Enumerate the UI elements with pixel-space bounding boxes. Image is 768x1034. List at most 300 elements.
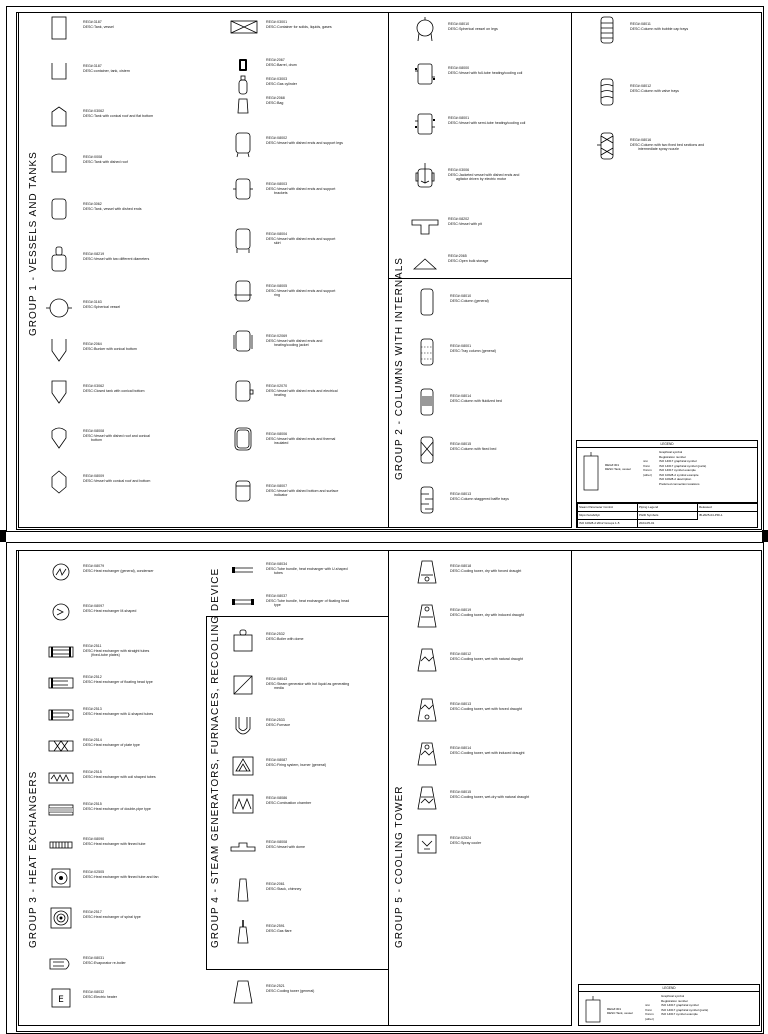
symbol-desc: DESC:Cooling tower, wet-dry with natural draught [450,794,530,799]
symbol-desc: DESC:Bag [266,100,284,105]
symbol-reg: REG#:X8009 [83,474,105,478]
symbol-desc-cont: bottom [91,438,102,443]
symbol-desc-cont: heating [274,393,286,398]
symbol-desc: DESC:Heat exchanger of floating head type [83,679,153,684]
symbol-desc: DESC:Bunker with conical bottom [83,346,137,351]
symbol-reg: REG#:X8002 [266,136,288,140]
symbol-reg: REG#:2532 [266,632,285,636]
symbol-desc: DESC:Heat exchanger with coil shaped tubes [83,774,156,779]
symbol-desc: DESC:Column with two fixed bed sections and [630,142,705,147]
symbol-desc-cont: type [274,603,281,608]
symbol-desc: DESC:Boiler with dome [266,636,304,641]
bag-icon [228,89,258,124]
symbol-desc: DESC:Cooling tower, wet with natural draught [450,656,523,661]
legend-code: Xnnn [645,1007,653,1012]
cooling-tower-wet-forced-icon [412,695,442,730]
symbol-label [266,677,349,691]
symbol-reg: REG#:X8037 [266,594,288,598]
conical-roof-tank-icon [44,102,74,137]
symbol-label [266,96,285,105]
symbol-desc: DESC:Vessel with dished ends and support [266,236,336,241]
symbol-label [266,484,338,498]
symbol-reg: REG#:X8090 [83,837,105,841]
symbol-reg: REG#:3163 [83,300,102,304]
symbol-label [83,155,128,164]
symbol-reg: REG#:X8004 [266,232,288,236]
symbol-desc: DESC:Cooling tower (general) [266,988,315,993]
symbol-reg: REG#:2068 [266,96,285,100]
legend-row: ISO 14617 graphical symbol (parts) [661,1007,709,1012]
insulated-vessel-icon [228,425,258,460]
legend-sample-desc: DESC:Tank, vessel [605,467,631,471]
symbol-reg: REG#:X8010 [450,294,472,298]
symbol-desc: DESC:Heat exchanger with finned tube and fan [83,874,159,879]
symbol-reg: REG#:X8014 [450,746,472,750]
symbol-label [83,604,136,613]
legend-row: ISO 10628-2 description [659,477,692,481]
plate-hx-icon [46,731,76,766]
symbol-desc: DESC:Heat exchanger of spiral type [83,914,141,919]
symbol-desc: DESC:Tray column (general) [450,348,497,353]
semi-coil-vessel-icon [410,109,440,144]
boiler-icon [228,625,258,660]
title-block-cell: Steam Parameter Control [577,503,638,511]
legend-row: ISO 14617 symbol example [661,1012,698,1016]
legend-box [576,440,758,504]
symbol-reg: REG#:X8005 [266,284,288,288]
symbol-label [266,182,335,196]
symbol-reg: REG#:X8010 [448,22,470,26]
symbol-label [83,837,146,846]
symbol-desc: DESC:Evaporator re-boiler [83,960,126,965]
symbol-desc: DESC:Vessel with conical roof and bottom [83,478,151,483]
symbol-desc: DESC:Column with valve trays [630,88,679,93]
symbol-desc: DESC:Gas cylinder [266,81,297,86]
symbol-desc-cont: intermediate spray nozzle [638,147,679,152]
symbol-desc: DESC:Column with fixed bed [450,446,497,451]
symbol-reg: REG#:X8006 [266,432,288,436]
symbol-reg: REG#:X8003 [266,182,288,186]
symbol-desc: DESC:Vessel with dished roof and conical [83,433,150,438]
bunker-icon [44,335,74,370]
symbol-desc-cont: insulated [274,441,289,446]
jacketed-vessel-icon [228,327,258,362]
legend-title: LEGEND [577,441,757,448]
symbol-label [266,594,349,608]
spherical-vessel-icon [44,293,74,328]
dished-roof-tank-icon [44,148,74,183]
symbol-reg: REG#:2517 [83,910,102,914]
symbol-label [450,294,489,303]
symbol-desc: DESC:Heat exchanger of double-pipe type [83,806,151,811]
symbol-desc: DESC:Jacketed vessel with dished ends and [448,172,520,177]
symbol-label [450,442,496,451]
spray-cooler-icon [412,829,442,864]
symbol-reg: REG#:X8015 [450,790,472,794]
surface-indicator-vessel-icon [228,477,258,512]
symbol-desc: DESC:Tank, vessel with dished ends [83,206,142,211]
fluidized-bed-column-icon [412,387,442,422]
symbol-desc: DESC:Heat exchanger with finned tube [83,841,146,846]
symbol-label [266,562,348,576]
symbol-reg: REG#:2515 [83,770,102,774]
symbol-desc: DESC:Cooling tower, wet with induced draught [450,750,525,755]
symbol-label [266,384,338,398]
symbol-reg: REG#:X8015 [450,442,472,446]
symbol-desc: DESC:Steam generator with hot liquid as generating [266,681,350,686]
legend-row: Graphical symbol [661,994,685,998]
symbol-desc: DESC:Vessel with semi-tube heating/cooling coil [448,120,526,125]
symbol-reg: REG#:X8001 [450,344,472,348]
symbol-desc: DESC:Barrel, drum [266,62,297,67]
group-3-title: GROUP 3 - HEAT EXCHANGERS [28,770,39,948]
legend-code: Xnnnn [645,1012,654,1016]
legend-code: (other) [645,1016,654,1021]
fixed-bed-column-icon [412,435,442,470]
spiral-hx-icon [46,903,76,938]
vessel-ring-icon [228,277,258,312]
legend-row: Registration number [659,454,687,459]
symbol-label [448,217,482,226]
symbol-label [83,300,120,309]
symbol-desc: DESC:Vessel with dished bottom and surface [266,488,339,493]
symbol-reg: REG#:X8087 [266,758,288,762]
symbol-desc: DESC:Heat exchanger of plate type [83,742,140,747]
symbol-reg: REG#:X8000 [448,66,470,70]
two-diameter-vessel-icon [44,245,74,280]
symbol-label [83,738,140,747]
symbol-reg: REG#:X2070 [266,384,288,388]
symbol-label [83,474,150,483]
symbol-desc-cont: media [274,686,284,691]
symbol-reg: REG#:X8012 [450,652,472,656]
symbol-reg: REG#:X8086 [266,796,288,800]
symbol-reg: REG#:X2505 [83,870,105,874]
symbol-reg: REG#:X8031 [83,956,105,960]
legend-row: ISO 10628-2 symbol example [659,472,699,477]
symbol-desc-cont: ring [274,293,280,298]
legend-code: Xnnn [643,463,651,468]
symbol-reg: REG#:X8043 [266,677,288,681]
symbol-desc: DESC:Open bulk storage [448,258,489,263]
electric-heated-vessel-icon [228,377,258,412]
symbol-label [630,138,704,152]
symbol-label [266,20,332,29]
title-block [576,502,758,528]
symbol-label [83,384,145,393]
legend-sample-reg: REG#:301 [607,1007,622,1011]
reboiler-icon [46,949,76,984]
symbol-label [450,394,502,403]
symbol-label [83,564,154,573]
symbol-reg: REG#:X2069 [266,334,288,338]
symbol-reg: REG#:2515 [83,802,102,806]
double-pipe-hx-icon [46,795,76,830]
symbol-desc: DESC:Electric heater [83,994,117,999]
cooling-tower-wet-dry-icon [412,783,442,818]
open-tank-icon [44,57,74,92]
dome-vessel-icon [228,833,258,868]
bubble-cap-column-icon [592,15,622,50]
symbol-desc: DESC:Closed tank with conical bottom [83,388,145,393]
symbol-desc: DESC:Tank with conical roof and flat bottom [83,113,154,118]
symbol-reg: REG#:X8018 [450,564,472,568]
symbol-desc-cont: indicator [274,493,288,498]
symbol-label [450,344,496,353]
symbol-reg: REG#:X8019 [450,608,472,612]
symbol-label [266,284,335,298]
cooling-tower-dry-forced-icon [412,557,442,592]
symbol-desc-cont: brackets [274,191,288,196]
symbol-reg: REG#:X008 [83,155,103,159]
u-tube-hx-icon [46,700,76,735]
symbol-desc: DESC:Cooling tower, wet with forced draught [450,706,522,711]
bulk-storage-icon [410,247,440,282]
coil-hx-icon [46,763,76,798]
symbol-label [83,675,153,684]
symbol-desc: DESC:Column (general) [450,298,489,303]
symbol-desc-cont: (fixed-tube plates) [91,653,120,658]
symbol-label [450,702,522,711]
title-block-cell: P&ID Symbols [637,511,698,519]
symbol-reg: REG#:X8013 [450,702,472,706]
symbol-label [83,990,117,999]
symbol-desc: DESC:Container for solids, liquids, gases [266,24,332,29]
floating-head-hx-icon [46,668,76,703]
symbol-desc: DESC:Tube bundle, heat exchanger of floating head [266,598,350,603]
symbol-label [266,334,322,348]
symbol-desc: DESC:Column with fluidized bed [450,398,502,403]
agitator-vessel-icon [410,161,440,196]
symbol-label [266,432,335,446]
symbol-label [450,836,481,845]
symbol-reg: REG#:2512 [83,675,102,679]
symbol-desc: DESC:Vessel with dished ends and electrical [266,388,338,393]
chimney-icon [228,875,258,910]
dished-conical-vessel-icon [44,422,74,457]
symbol-reg: REG#:2533 [266,718,285,722]
symbol-reg: REG#:2065 [448,254,467,258]
group-4-title: GROUP 4 - STEAM GENERATORS, FURNACES, RECOOLING DEVICE [210,567,221,948]
symbol-desc: DESC:Heat exchanger with U-shaped tubes [83,711,154,716]
tank-icon [44,13,74,48]
symbol-reg: REG#:2521 [266,984,285,988]
symbol-desc-cont: heating/cooling jacket [274,343,309,348]
combustion-chamber-icon [228,789,258,824]
symbol-reg: REG#:2513 [83,707,102,711]
symbol-desc: DESC:Heat exchanger M-shaped [83,608,137,613]
drawing-sheet-bottom [0,540,768,1024]
symbol-label [83,707,153,716]
symbol-reg: REG#:X8001 [448,116,470,120]
symbol-reg: REG#:2591 [266,924,285,928]
conical-vessel-icon [44,467,74,502]
symbol-desc: DESC:Vessel with dished ends and support legs [266,140,343,145]
symbol-reg: REG#:X2524 [450,836,472,840]
symbol-desc: DESC:Tank with dished roof [83,159,128,164]
title-block-cell: IB-2025-04-PID-1 [697,511,758,519]
spherical-vessel-legs-icon [410,15,440,50]
symbol-reg: REG#:X8011 [630,22,651,26]
symbol-desc: DESC:Cooling tower, dry with induced draught [450,612,524,617]
furnace-icon [228,711,258,746]
gas-flare-icon [228,917,258,952]
symbol-reg: REG#:X8008 [83,429,105,433]
symbol-reg: REG#:X3003 [266,77,288,81]
symbol-desc: DESC:Tube bundle, heat exchanger with U-shaped [266,566,348,571]
symbol-desc: DESC:Spherical vessel on legs [448,26,498,31]
symbol-reg: REG#:X8032 [83,990,105,994]
symbol-reg: REG#:X8219 [83,252,105,256]
title-block-cell: Piping Legend [637,503,698,511]
legend-row: ISO 14617 symbol example [659,468,696,472]
symbol-desc: DESC:Stack, chimney [266,886,302,891]
burner-icon [228,751,258,786]
symbol-desc: DESC:Vessel with dome [266,844,305,849]
symbol-label [450,652,523,661]
finned-tube-hx-icon [46,830,76,865]
symbol-reg: REG#:3187 [83,20,102,24]
legend-sample-desc: DESC:Tank, vessel [607,1011,633,1015]
symbol-label [83,202,142,211]
legend-sample-icon [580,450,602,496]
valve-tray-column-icon [592,77,622,112]
symbol-label [83,870,159,879]
finned-fan-hx-icon [46,863,76,898]
symbol-desc-cont: agitator driven by electric motor [456,177,507,182]
vessel-skirt-icon [228,225,258,260]
symbol-label [83,64,130,73]
symbol-label [448,116,525,125]
symbol-label [448,22,498,31]
symbol-label [448,66,522,75]
symbol-desc: DESC:Cooling tower, dry with forced draught [450,568,522,573]
dished-vessel-icon [44,195,74,230]
floating-head-bundle-icon [228,587,258,622]
title-block-cell: ISO 10628-2:2012 Groups 1-5 [577,519,638,527]
symbol-reg: REG#:X3062 [83,109,105,113]
vessel-brackets-icon [228,175,258,210]
symbol-label [83,252,149,261]
symbol-label [83,20,114,29]
closed-conical-tank-icon [44,377,74,412]
legend-code: nnn [645,1003,651,1007]
full-coil-vessel-icon [410,59,440,94]
symbol-desc: DESC:Combustion chamber [266,800,312,805]
symbol-label [450,790,529,799]
symbol-reg: REG#:X8034 [266,562,288,566]
symbol-label [83,910,141,919]
symbol-desc: DESC:Heat exchanger with straight tubes [83,648,150,653]
symbol-label [266,232,335,246]
symbol-reg: REG#:X8079 [83,564,105,568]
symbol-reg: REG#:X8007 [266,484,288,488]
column-icon [412,287,442,322]
fixed-bed-column-icon [592,131,622,166]
symbol-reg: REG#:X8012 [630,84,652,88]
title-block-cell: https://a.lab/dyn [577,511,638,519]
symbol-desc: DESC:Column with bubble cap trays [630,26,689,31]
symbol-label [266,718,290,727]
symbol-label [266,632,304,641]
legend-row: ISO 14617 graphical symbol (parts) [659,463,707,468]
symbol-reg: REG#:2511 [83,644,102,648]
symbol-reg: REG#:X8013 [450,492,472,496]
legend-box [578,984,760,1026]
symbol-label [266,758,326,767]
svg-text:E: E [58,995,64,1005]
symbol-reg: REG#:3062 [83,202,102,206]
symbol-desc: DESC:Furnace [266,722,291,727]
electric-heater-icon [46,983,76,1018]
symbol-desc-cont: skirt [274,241,281,246]
symbol-label [83,956,126,965]
heat-exchanger-icon [46,557,76,592]
symbol-reg: REG#:X3006 [448,168,470,172]
container-icon [228,13,258,48]
symbol-desc: DESC:Vessel with dished ends and support [266,186,336,191]
legend-code: (other) [643,472,652,477]
symbol-reg: REG#:X3001 [266,20,288,24]
legend-row: Graphical symbol [659,450,683,454]
legend-sample-reg: REG#:301 [605,463,620,467]
group-2-title: GROUP 2 - COLUMNS WITH INTERNALS [394,257,405,480]
symbol-label [83,429,150,443]
symbol-reg: REG#:X8014 [450,394,472,398]
symbol-desc: DESC:Vessel with two different diameters [83,256,150,261]
symbol-desc: DESC:Heat exchanger (general), condenser [83,568,154,573]
symbol-reg: REG#:X3062 [83,384,105,388]
cooling-tower-dry-induced-icon [412,601,442,636]
symbol-desc: DESC:Firing system, burner (general) [266,762,327,767]
symbol-label [266,882,301,891]
symbol-desc: DESC:container, tank, cistern [83,68,130,73]
symbol-label [266,136,343,145]
symbol-desc: DESC:Spray cooler [450,840,482,845]
u-tube-bundle-icon [228,555,258,590]
symbol-reg: REG#:X8097 [83,604,105,608]
symbol-desc: DESC:Vessel with full-tube heating/cooling coil [448,70,523,75]
symbol-label [266,77,297,86]
symbol-label [266,984,314,993]
cooling-tower-wet-induced-icon [412,739,442,774]
symbol-label [266,840,305,849]
symbol-reg: REG#:3187 [83,64,102,68]
cooling-tower-wet-natural-icon [412,645,442,680]
baffle-tray-column-icon [412,485,442,520]
steam-generator-icon [228,670,258,705]
pit-vessel-icon [410,210,440,245]
symbol-desc: DESC:Column staggered baffle trays [450,496,509,501]
tray-column-icon [412,337,442,372]
symbol-label [83,109,153,118]
symbol-label [83,802,151,811]
group-5-title: GROUP 5 - COOLING TOWER [394,785,405,948]
symbol-reg: REG#:2064 [83,342,102,346]
heat-exchanger-m-icon [46,597,76,632]
symbol-reg: REG#:X8202 [448,217,470,221]
symbol-desc-cont: tubes [274,571,283,576]
legend-code: nnn [643,459,649,463]
legend-row: ISO 14617 graphical symbol [659,459,697,463]
symbol-desc: DESC:Spherical vessel [83,304,121,309]
title-block-cell: 2024-05-01 [637,519,698,527]
group-1-title: GROUP 1 - VESSELS AND TANKS [28,151,39,336]
symbol-label [630,84,679,93]
legend-sample-icon [582,994,604,1024]
symbol-label [266,58,297,67]
symbol-reg: REG#:2514 [83,738,102,742]
